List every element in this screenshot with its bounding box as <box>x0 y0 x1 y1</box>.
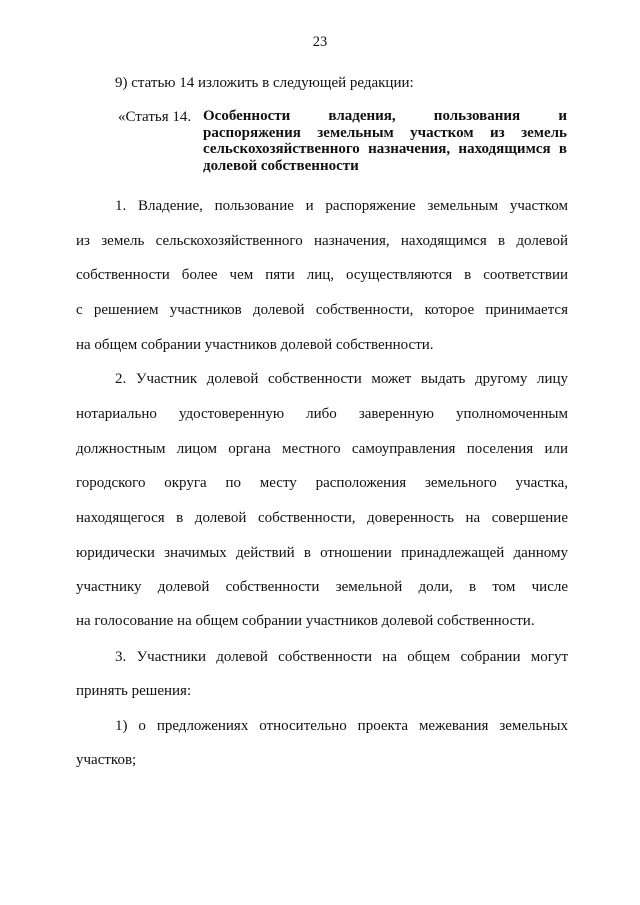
article-label: «Статья 14. <box>118 109 192 125</box>
page-number: 23 <box>312 34 328 50</box>
text-line: 1) о предложениях относительно проекта межевания земельных <box>115 718 568 734</box>
text-line: на голосование на общем собрании участников долевой собственности. <box>76 613 535 629</box>
text-line: 2. Участник долевой собственности может выдать другому лицу <box>115 371 568 387</box>
text-line: нотариально удостоверенную либо заверенную уполномоченным <box>76 406 568 422</box>
text-line: должностным лицом органа местного самоуправления поселения или <box>76 441 568 457</box>
text-line: участнику долевой собственности земельной доли, в том числе <box>76 579 568 595</box>
article-title <box>203 108 567 174</box>
text-line: принять решения: <box>76 683 192 699</box>
text-line: из земель сельскохозяйственного назначения, находящимся в долевой <box>76 233 568 249</box>
text-line: собственности более чем пяти лиц, осуществляются в соответствии <box>76 267 568 283</box>
article-title-line: распоряжения земельным участком из земель <box>203 124 567 141</box>
text-line: участков; <box>76 752 137 768</box>
text-line: 1. Владение, пользование и распоряжение земельным участком <box>115 198 568 214</box>
article-title-line: сельскохозяйственного назначения, находящимся в <box>203 141 567 157</box>
text-line: городского округа по месту расположения земельного участка, <box>76 475 568 491</box>
article-title-line: Особенности владения, пользования и <box>203 108 567 124</box>
text-line: юридически значимых действий в отношении принадлежащей данному <box>76 545 568 561</box>
text-line: 3. Участники долевой собственности на общем собрании могут <box>115 649 568 665</box>
article-title-line: долевой собственности <box>203 157 359 174</box>
text-line: с решением участников долевой собственности, которое принимается <box>76 302 568 318</box>
text-line: на общем собрании участников долевой собственности. <box>76 337 434 353</box>
intro-line: 9) статью 14 изложить в следующей редакции: <box>115 75 414 91</box>
text-line: находящегося в долевой собственности, доверенность на совершение <box>76 510 568 526</box>
